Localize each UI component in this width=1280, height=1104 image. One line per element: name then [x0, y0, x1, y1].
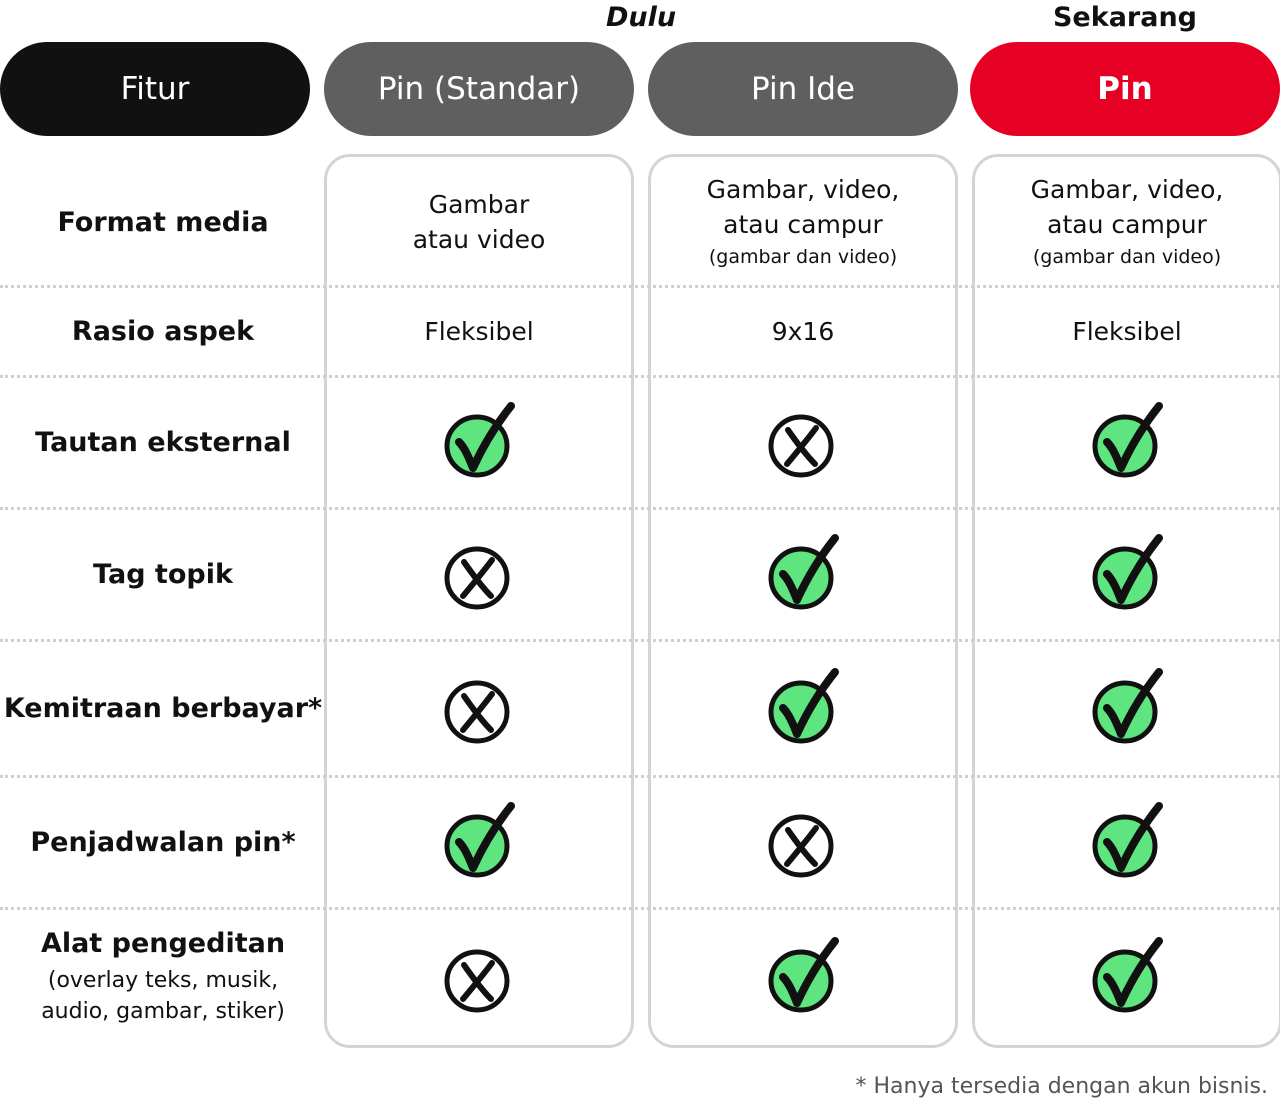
- cross-circle-icon: [439, 534, 519, 614]
- feature-name: Format media: [57, 206, 269, 238]
- cell-text: Fleksibel: [424, 316, 534, 346]
- column-header-pin: Pin: [970, 42, 1280, 136]
- cell-text: Gambar: [428, 190, 530, 219]
- table-cell: [324, 158, 634, 286]
- cell-note: (gambar dan video): [1032, 246, 1222, 268]
- feature-name: Rasio aspek: [71, 315, 255, 347]
- table-cell: [324, 508, 634, 640]
- table-cell: [324, 776, 634, 908]
- feature-description: [41, 965, 285, 1027]
- feature-label: [0, 286, 326, 376]
- table-cell: [972, 158, 1280, 286]
- cell-text: 9x16: [771, 316, 835, 346]
- table-cell: [324, 376, 634, 508]
- feature-name: Kemitraan berbayar*: [3, 692, 323, 724]
- check-circle-icon: [763, 937, 843, 1017]
- table-cell: [648, 158, 958, 286]
- cell-text: atau video: [412, 225, 546, 254]
- column-header-standard-pin: Pin (Standar): [324, 42, 634, 136]
- cross-circle-icon: [439, 937, 519, 1017]
- cell-text: Gambar, video,: [706, 175, 900, 204]
- table-cell: [648, 286, 958, 376]
- table-cell: [972, 640, 1280, 776]
- cell-text: Gambar, video,: [1030, 175, 1224, 204]
- table-cell: [648, 640, 958, 776]
- cross-circle-icon: [439, 668, 519, 748]
- table-cell: [972, 286, 1280, 376]
- check-circle-icon: [1087, 402, 1167, 482]
- footnote: * Hanya tersedia dengan akun bisnis.: [855, 1074, 1268, 1099]
- feature-name: Tag topik: [93, 558, 233, 590]
- table-cell: [648, 508, 958, 640]
- check-circle-icon: [1087, 534, 1167, 614]
- check-circle-icon: [439, 802, 519, 882]
- feature-label: [0, 376, 326, 508]
- feature-label: [0, 158, 326, 286]
- column-header-idea-pin: Pin Ide: [648, 42, 958, 136]
- table-cell: [972, 376, 1280, 508]
- check-circle-icon: [1087, 802, 1167, 882]
- column-header-feature: Fitur: [0, 42, 310, 136]
- table-cell: [324, 286, 634, 376]
- check-circle-icon: [763, 668, 843, 748]
- cross-circle-icon: [763, 802, 843, 882]
- feature-name: Tautan eksternal: [35, 426, 291, 458]
- cell-note: (gambar dan video): [708, 246, 898, 268]
- table-cell: [648, 376, 958, 508]
- feature-description-line: audio, gambar, stiker): [41, 998, 285, 1024]
- table-cell: [972, 908, 1280, 1046]
- table-cell: [972, 776, 1280, 908]
- feature-name: Penjadwalan pin*: [30, 826, 296, 858]
- check-circle-icon: [439, 402, 519, 482]
- group-label-now: Sekarang: [1052, 1, 1198, 33]
- table-cell: [648, 908, 958, 1046]
- feature-label: [0, 508, 326, 640]
- feature-label: [0, 640, 326, 776]
- table-cell: [648, 776, 958, 908]
- check-circle-icon: [1087, 668, 1167, 748]
- check-circle-icon: [763, 534, 843, 614]
- cell-text: Fleksibel: [1072, 316, 1182, 346]
- feature-name: Alat pengeditan: [40, 927, 286, 959]
- table-cell: [324, 640, 634, 776]
- table-cell: [972, 508, 1280, 640]
- cross-circle-icon: [763, 402, 843, 482]
- check-circle-icon: [1087, 937, 1167, 1017]
- group-label-past: Dulu: [605, 1, 677, 33]
- feature-label: [0, 776, 326, 908]
- feature-description-line: (overlay teks, musik,: [47, 967, 279, 993]
- table-cell: [324, 908, 634, 1046]
- feature-label: [0, 908, 326, 1046]
- cell-text: atau campur: [723, 210, 883, 239]
- cell-text: atau campur: [1047, 210, 1207, 239]
